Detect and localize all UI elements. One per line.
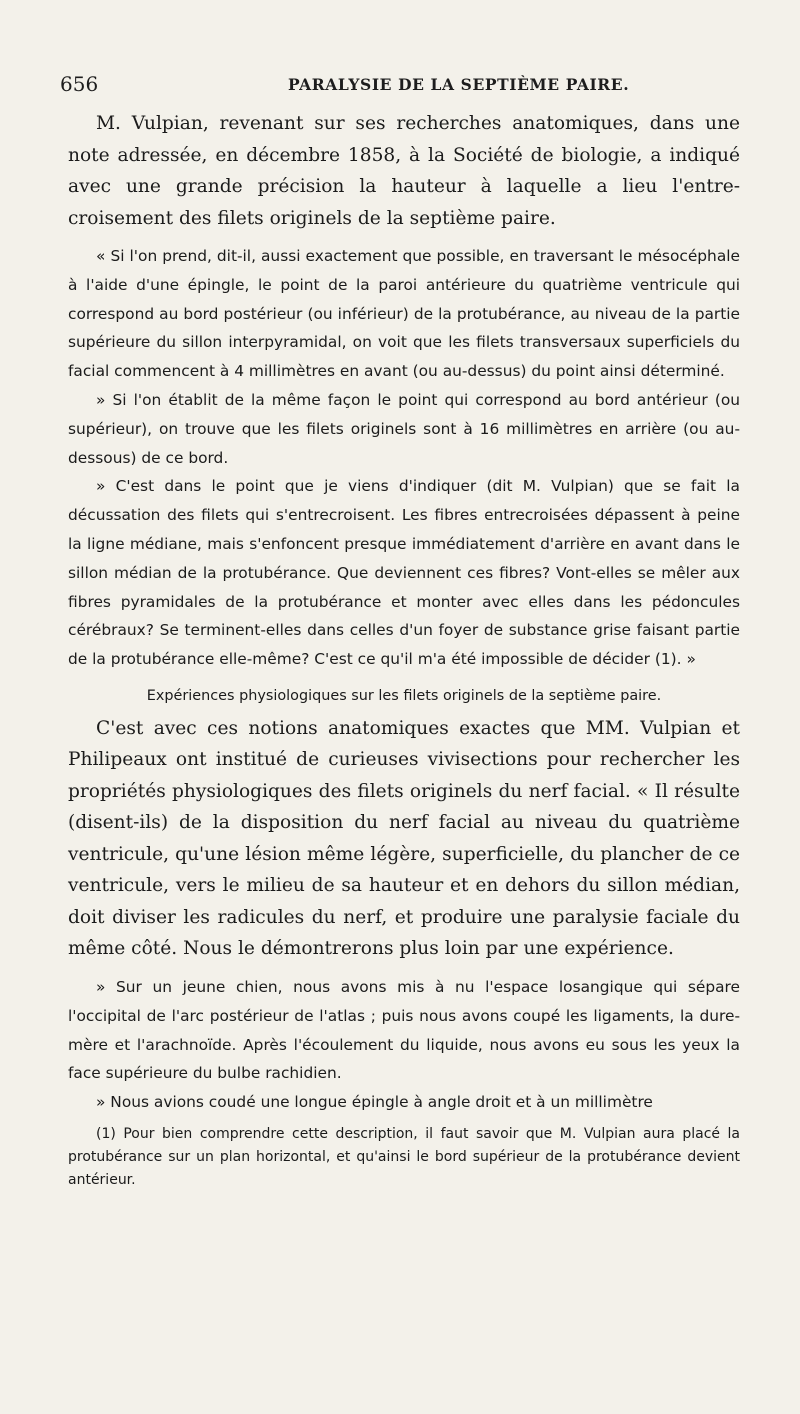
intro-paragraph: M. Vulpian, revenant sur ses recherches anatomiques, dans une note adressée, en décembre 1858, à la Société de biologie, a indiqué avec une grande précision la hauteur à laquelle a lieu l'entre-croisement des filets originels de la septième paire. [68,113,740,229]
quote-paragraph-3: » C'est dans le point que je viens d'indiquer (dit M. Vulpian) que se fait la décussation des filets qui s'entrecroisent. Les fibres entrecroisées dépassent à peine la ligne médiane, mais s'enfoncent presque immédiatement d'arrière en avant dans le sillon médian de la protubérance. Que deviennent ces fibres? Vont-elles se mêler aux fibres pyramidales de la protubérance et monter avec elles dans les pédoncules cérébraux? Se terminent-elles dans celles d'un foyer de substance grise faisant partie de la protubérance elle-même? C'est ce qu'il m'a été impossible de décider (1). » [68,477,740,669]
quote-paragraph-1: « Si l'on prend, dit-il, aussi exactement que possible, en traversant le mésocéphale à l'aide d'une épingle, le point de la paroi antérieure du quatrième ventricule qui correspond au bord postérieur (ou inférieur) de la protubérance, au niveau de la partie supérieure du sillon interpyramidal, on voit que les filets transversaux superficiels du facial commencent à 4 millimètres en avant (ou au-dessus) du point ainsi déterminé. [68,247,740,381]
quote-paragraph-5: » Nous avions coudé une longue épingle à angle droit et à un millimètre [96,1093,653,1112]
page-number: 656 [60,72,99,96]
section-heading: Expériences physiologiques sur les filets originels de la septième paire. [146,687,662,704]
experiments-paragraph: C'est avec ces notions anatomiques exactes que MM. Vulpian et Philipeaux ont institué de curieuses vivisections pour rechercher les propriétés physiologiques des filets originels du nerf facial. « Il résulte (disent-ils) de la disposition du nerf facial au niveau du quatrième ventricule, qu'une lésion même légère, superficielle, du plancher de ce ventricule, vers le milieu de sa hauteur et en dehors du sillon médian, doit diviser les radicules du nerf, et produire une paralysie faciale du même côté. Nous le démontrerons plus loin par une expérience. [68,717,740,960]
text-column [68,108,740,1192]
running-title: PARALYSIE DE LA SEPTIÈME PAIRE. [288,75,630,94]
footnote: (1) Pour bien comprendre cette description, il faut savoir que M. Vulpian aura placé la protubérance sur un plan horizontal, et qu'ainsi le bord supérieur de la protubérance devient antérieur. [68,1125,740,1188]
quote-paragraph-2: » Si l'on établit de la même façon le point qui correspond au bord antérieur (ou supérieur), on trouve que les filets originels sont à 16 millimètres en arrière (ou au-dessous) de ce bord. [68,390,740,467]
running-head [60,72,740,102]
quote-paragraph-4: » Sur un jeune chien, nous avons mis à nu l'espace losangique qui sépare l'occipital de l'arc postérieur de l'atlas ; puis nous avons coupé les ligaments, la dure-mère et l'arachnoïde. Après l'écoulement du liquide, nous avons eu sous les yeux la face supérieure du bulbe rachidien. [68,977,740,1083]
